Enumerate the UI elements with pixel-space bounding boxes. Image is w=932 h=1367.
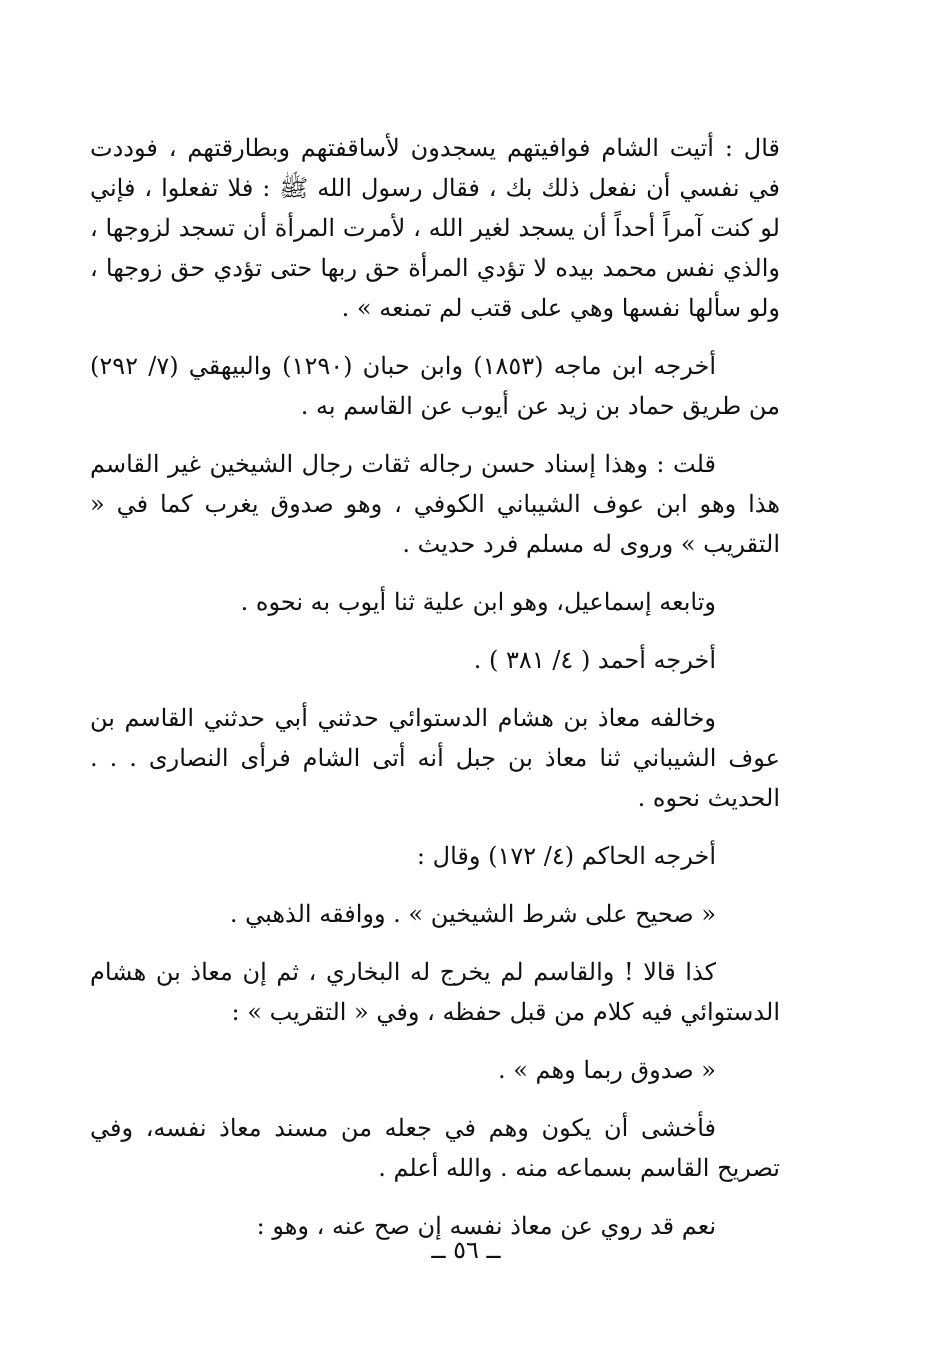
paragraph-mukhalafa-muadh: وخالفه معاذ بن هشام الدستوائي حدثني أبي حدثني القاسم بن عوف الشيباني ثنا معاذ بن جبل أنه أتى الشام فرأى النصارى . . . الحديث نحوه .	[90, 704, 781, 812]
paragraph-takhrij-ahmad: أخرجه أحمد ( ٤/ ٣٨١ ) .	[473, 646, 716, 674]
paragraph-hakim-quote: « صحيح على شرط الشيخين » . ووافقه الذهبي .	[229, 900, 716, 928]
paragraph-qultu-isnad: قلت : وهذا إسناد حسن رجاله ثقات رجال الشيخين غير القاسم هذا وهو ابن عوف الشيباني الكوفي ، وهو صدوق يغرب كما في « التقريب » وروى له مسلم فرد حديث .	[90, 450, 780, 558]
document-body	[90, 128, 780, 1246]
paragraph-naam-ruwiya: نعم قد روي عن معاذ نفسه إن صح عنه ، وهو :	[256, 1212, 716, 1240]
paragraph-kadha-qala: كذا قالا ! والقاسم لم يخرج له البخاري ، ثم إن معاذ بن هشام الدستوائي فيه كلام من قبل حفظه ، وفي « التقريب » :	[90, 958, 780, 1026]
paragraph-taqrib-quote: « صدوق ربما وهم » .	[497, 1056, 716, 1084]
paragraph-takhrij-ibn-majah: أخرجه ابن ماجه (١٨٥٣) وابن حبان (١٢٩٠) والبيهقي (٧/ ٢٩٢) من طريق حماد بن زيد عن أيوب عن القاسم به .	[90, 352, 780, 420]
paragraph-takhrij-hakim: أخرجه الحاكم (٤/ ١٧٢) وقال :	[416, 842, 716, 870]
paragraph-hadith-text: قال : أتيت الشام فوافيتهم يسجدون لأساقفتهم وبطارقتهم ، فوددت في نفسي أن نفعل ذلك بك ، فقال رسول الله ﷺ : فلا تفعلوا ، فإني لو كنت آمراً أحداً أن يسجد لغير الله ، لأمرت المرأة أن تسجد لزوجها ، والذي نفس محمد بيده لا تؤدي المرأة حق ربها حتى تؤدي حق زوجها ، ولو سألها نفسها وهي على قتب لم تمنعه » .	[90, 134, 780, 322]
paragraph-akhsha: فأخشى أن يكون وهم في جعله من مسند معاذ نفسه، وفي تصريح القاسم بسماعه منه . والله أعلم .	[90, 1114, 780, 1182]
page-number: ــ ٥٦ ــ	[431, 1236, 501, 1264]
paragraph-mutaba-ismail: وتابعه إسماعيل، وهو ابن علية ثنا أيوب به نحوه .	[240, 588, 716, 616]
